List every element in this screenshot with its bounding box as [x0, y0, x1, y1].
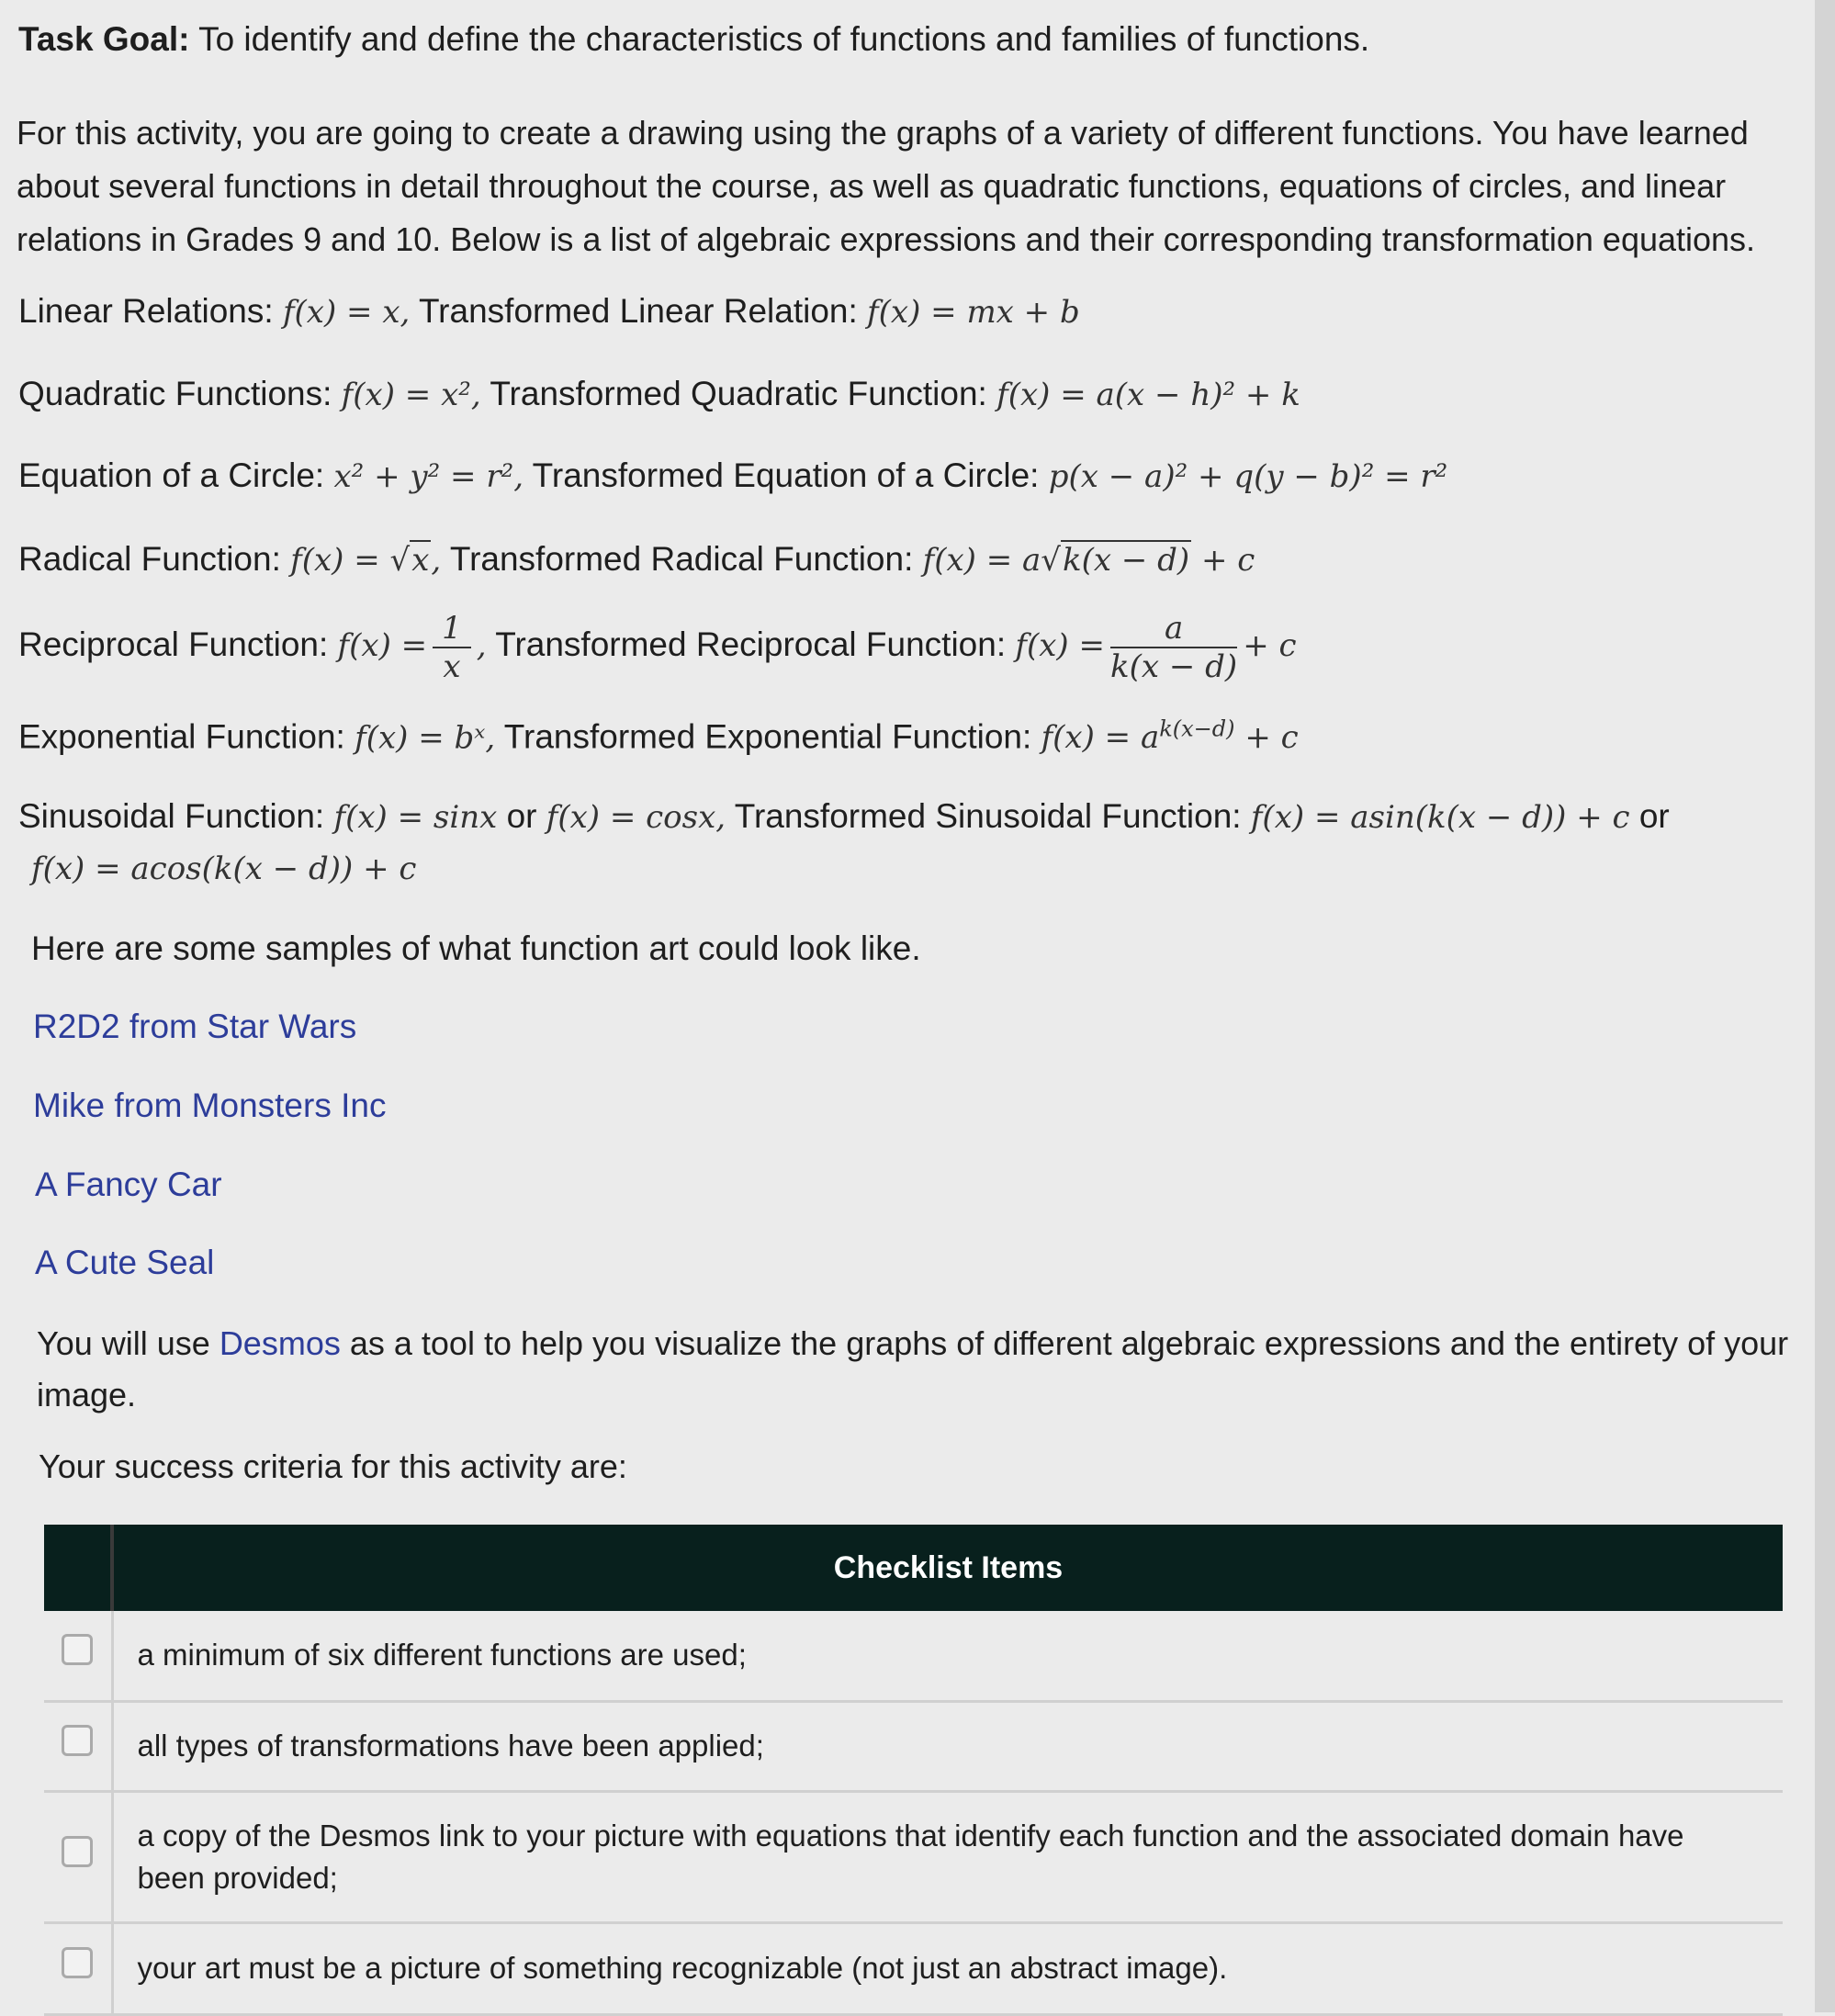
sinusoidal-label: Sinusoidal Function:	[18, 797, 325, 835]
quadratic-transformed-equation: f(x) = a(x − h)² + k	[996, 377, 1300, 413]
exponential-label: Exponential Function:	[18, 717, 345, 756]
linear-transformed-equation: f(x) = mx + b	[867, 294, 1080, 331]
task-goal-label: Task Goal:	[18, 20, 190, 58]
checklist-row	[44, 1791, 1783, 1922]
sample-link-mike[interactable]: Mike from Monsters Inc	[33, 1087, 387, 1124]
checklist-item: a copy of the Desmos link to your picture with equations that identify each function and the associated domain have been provided;	[112, 1791, 1783, 1922]
checklist-row	[44, 1611, 1783, 1701]
checklist-row	[44, 1701, 1783, 1791]
quadratic-transformed-label: Transformed Quadratic Function:	[490, 375, 987, 412]
sine-equation: f(x) = sinx	[333, 799, 498, 836]
task-goal-text: To identify and define the characteristics of functions and families of functions.	[198, 20, 1370, 58]
function-sinusoidal-line2	[31, 849, 1798, 887]
quadratic-equation: f(x) = x²,	[341, 377, 481, 413]
desmos-link[interactable]: Desmos	[219, 1324, 341, 1362]
linear-equation: f(x) = x,	[282, 294, 411, 331]
function-circle	[18, 456, 1798, 495]
circle-equation: x² + y² = r²,	[333, 458, 524, 495]
function-linear	[18, 292, 1798, 331]
checklist-item: all types of transformations have been applied;	[112, 1701, 1783, 1791]
reciprocal-transformed-equation: f(x) = $\frac{a}{k(x - d)}$ + c	[1015, 610, 1297, 685]
samples-intro: Here are some samples of what function art could look like.	[31, 929, 921, 967]
radical-transformed-label: Transformed Radical Function:	[449, 540, 914, 578]
or-text-2: or	[1638, 797, 1670, 835]
sample-link-seal[interactable]: A Cute Seal	[35, 1244, 215, 1281]
checkbox[interactable]	[62, 1634, 93, 1665]
reciprocal-equation: f(x) = $\frac{1}{x}$ ,	[337, 610, 487, 685]
circle-transformed-equation: p(x − a)² + q(y − b)² = r²	[1048, 458, 1448, 495]
checkbox[interactable]	[62, 1947, 93, 1978]
checklist-item: your art must be a picture of something recognizable (not just an abstract image).	[112, 1922, 1783, 2014]
sample-link-r2d2[interactable]: R2D2 from Star Wars	[33, 1008, 357, 1045]
checklist-table	[44, 1525, 1783, 2016]
checklist-item: a minimum of six different functions are used;	[112, 1611, 1783, 1701]
checklist-header: Checklist Items	[112, 1525, 1783, 1611]
exponential-transformed-label: Transformed Exponential Function:	[503, 717, 1032, 756]
radical-label: Radical Function:	[18, 540, 281, 578]
circle-transformed-label: Transformed Equation of a Circle:	[532, 456, 1040, 494]
function-quadratic	[18, 375, 1798, 413]
cosine-transformed-equation: f(x) = acos(k(x − d)) + c	[31, 850, 417, 887]
reciprocal-label: Reciprocal Function:	[18, 625, 329, 663]
checkbox[interactable]	[62, 1836, 93, 1867]
function-radical	[18, 540, 1798, 579]
function-exponential	[18, 716, 1798, 756]
cosine-equation: f(x) = cosx,	[546, 799, 726, 836]
sinusoidal-transformed-label: Transformed Sinusoidal Function:	[734, 797, 1242, 835]
checkbox[interactable]	[62, 1725, 93, 1756]
intro-paragraph: For this activity, you are going to create a drawing using the graphs of a variety of different functions. You have learned about several functions in detail throughout the course, as well as quadratic functions, equations of circles, and linear relations in Grades 9 and 10. Below is a list of algebraic expressions and their corresponding transformation equations.	[17, 114, 1756, 258]
reciprocal-transformed-label: Transformed Reciprocal Function:	[495, 625, 1007, 663]
checkbox-column-header	[44, 1525, 112, 1611]
circle-label: Equation of a Circle:	[18, 456, 325, 494]
sinusoidal-transformed-equation: f(x) = asin(k(x − d)) + c	[1250, 799, 1630, 836]
quadratic-label: Quadratic Functions:	[18, 375, 332, 412]
sample-link-car[interactable]: A Fancy Car	[35, 1166, 222, 1203]
exponential-transformed-equation: $f(x) = a^{k(x-d)} + c$	[1041, 716, 1299, 757]
linear-label: Linear Relations:	[18, 292, 274, 330]
linear-transformed-label: Transformed Linear Relation:	[418, 292, 858, 330]
or-text: or	[506, 797, 537, 835]
radical-transformed-equation: f(x) = a√k(x − d) + c	[922, 542, 1255, 579]
radical-equation: f(x) = √x,	[290, 542, 442, 579]
exponential-equation: f(x) = bˣ,	[355, 719, 496, 757]
desmos-paragraph: You will use Desmos as a tool to help you visualize the graphs of different algebraic expressions and the entirety of your image.	[37, 1324, 1789, 1413]
page-edge	[1815, 0, 1835, 2012]
function-sinusoidal	[18, 797, 1798, 836]
criteria-intro: Your success criteria for this activity are:	[39, 1447, 627, 1485]
checklist-row	[44, 1922, 1783, 2014]
task-goal	[18, 20, 1798, 59]
function-reciprocal	[18, 610, 1798, 685]
